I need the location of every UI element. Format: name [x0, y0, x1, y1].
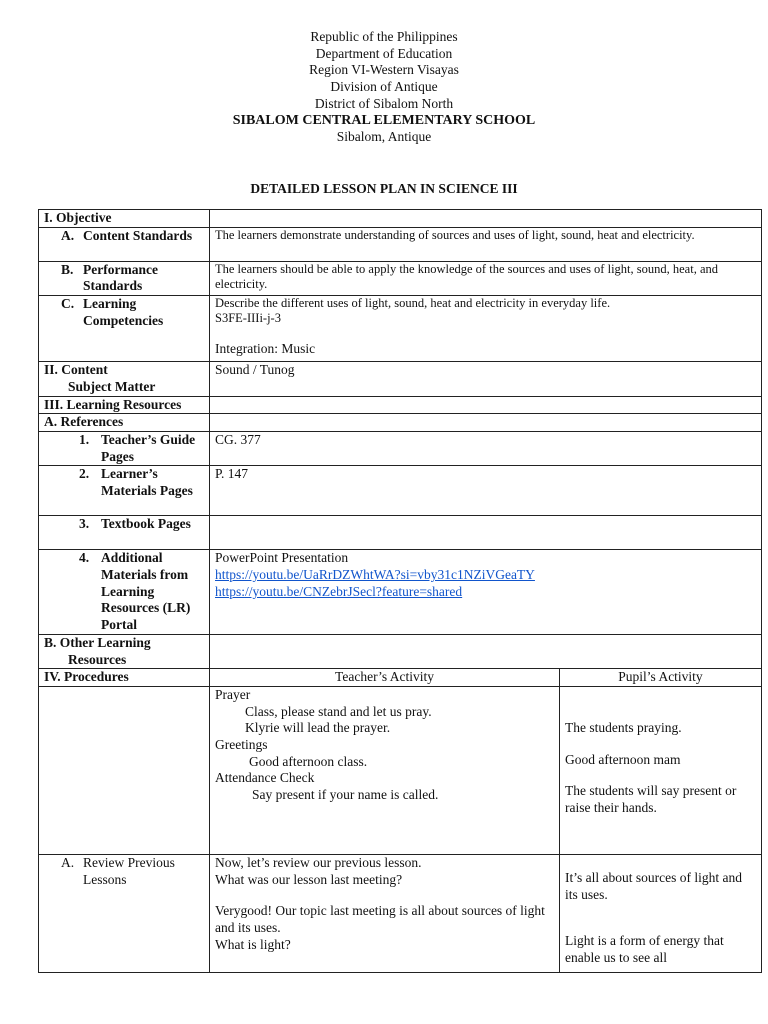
performance-standards-label: Performance Standards [83, 261, 158, 294]
row-objective [39, 210, 762, 228]
row-learning-resources [39, 396, 762, 414]
row-textbook-pages [39, 516, 762, 550]
pupils-activity-header: Pupil’s Activity [560, 669, 762, 687]
document-title: DETAILED LESSON PLAN IN SCIENCE III [250, 181, 518, 196]
content-label: II. Content [44, 362, 108, 378]
review-question: What was our lesson last meeting? [215, 871, 403, 887]
attendance-label: Attendance Check [215, 770, 315, 786]
textbook-pages-marker: 3. [79, 516, 90, 532]
prayer-instruction: Class, please stand and let us pray. [245, 703, 432, 719]
learning-competencies-label: Learning Competencies [83, 296, 164, 328]
learning-competencies-text: Describe the different uses of light, sound, heat and electricity in everyday life. [215, 296, 611, 311]
row-additional-materials [39, 550, 762, 635]
document-header [0, 29, 768, 146]
teachers-activity-header: Teacher’s Activity [210, 669, 560, 687]
pupil-greeting: Good afternoon mam [565, 751, 681, 767]
row-teachers-guide [39, 431, 762, 465]
row-learning-competencies [39, 296, 762, 362]
pupil-light-answer: Light is a form of energy that enable us to see all [565, 933, 724, 966]
greetings-label: Greetings [215, 737, 268, 753]
teacher-greeting: Good afternoon class. [249, 753, 368, 769]
other-learning-resources-label-2: Resources [68, 651, 127, 667]
lesson-plan-table [38, 209, 762, 973]
textbook-pages-value [210, 516, 762, 550]
additional-materials-marker: 4. [79, 550, 90, 566]
content-standards-marker: A. [61, 227, 75, 243]
textbook-pages-label: Textbook Pages [101, 516, 191, 532]
competency-code: S3FE-IIIi-j-3 [215, 311, 281, 326]
prayer-label: Prayer [215, 686, 251, 702]
content-standards-text: The learners demonstrate understanding of sources and uses of light, sound, heat and electricity. [210, 227, 762, 261]
pupil-praying: The students praying. [565, 719, 682, 735]
teachers-guide-value: CG. 377 [210, 431, 762, 465]
header-line-republic: Republic of the Philippines [310, 29, 458, 44]
integration-text: Integration: Music [215, 341, 316, 357]
additional-materials-label: Additional Materials from Learning Resources (LR) Portal [101, 550, 191, 633]
row-learners-materials [39, 466, 762, 516]
youtube-link-2[interactable]: https://youtu.be/CNZebrJSecl?feature=shared [215, 583, 463, 599]
row-review-previous-lessons [39, 854, 762, 972]
pupil-attendance: The students will say present or raise their hands. [565, 783, 737, 816]
subject-matter-label: Subject Matter [68, 378, 156, 394]
school-location: Sibalom, Antique [336, 129, 432, 145]
header-line-department: Department of Education [315, 45, 453, 61]
teachers-guide-label: Teacher’s Guide Pages [101, 431, 196, 464]
row-performance-standards [39, 261, 762, 295]
row-references [39, 414, 762, 432]
references-label: A. References [39, 414, 210, 432]
learners-materials-value: P. 147 [210, 466, 762, 516]
row-content [39, 362, 762, 396]
performance-standards-text: The learners should be able to apply the knowledge of the sources and uses of light, sound, heat, and electricity. [210, 261, 762, 295]
header-line-district: District of Sibalom North [314, 95, 454, 111]
subject-matter-value: Sound / Tunog [210, 362, 762, 396]
row-introductory-activities [39, 686, 762, 854]
teachers-guide-marker: 1. [79, 431, 90, 447]
review-feedback: Verygood! Our topic last meeting is all about sources of light and its uses. [215, 903, 545, 936]
attendance-instruction: Say present if your name is called. [252, 787, 439, 803]
learners-materials-marker: 2. [79, 466, 90, 482]
header-line-region: Region VI-Western Visayas [309, 62, 459, 78]
row-procedures-header [39, 669, 762, 687]
content-standards-label: Content Standards [83, 227, 193, 243]
review-question-light: What is light? [215, 936, 291, 952]
header-line-division: Division of Antique [330, 79, 438, 95]
objective-label: I. Objective [39, 210, 210, 228]
learners-materials-label: Learner’s Materials Pages [101, 466, 193, 499]
youtube-link-1[interactable]: https://youtu.be/UaRrDZWhtWA?si=vby31c1NZiVGeaTY [215, 567, 535, 583]
additional-materials-value: PowerPoint Presentation [215, 550, 349, 566]
review-label: Review Previous Lessons [83, 854, 175, 887]
row-content-standards [39, 227, 762, 261]
prayer-leader: Klyrie will lead the prayer. [245, 720, 391, 736]
row-other-learning-resources [39, 634, 762, 668]
school-name: SIBALOM CENTRAL ELEMENTARY SCHOOL [232, 112, 536, 128]
other-learning-resources-label: B. Other Learning [44, 634, 151, 650]
pupil-review-answer: It’s all about sources of light and its uses. [565, 869, 742, 902]
performance-standards-marker: B. [61, 261, 74, 277]
learning-resources-label: III. Learning Resources [39, 396, 210, 414]
learning-competencies-marker: C. [61, 296, 75, 312]
procedures-label: IV. Procedures [39, 669, 210, 687]
review-marker: A. [61, 854, 75, 870]
review-intro: Now, let’s review our previous lesson. [215, 854, 422, 870]
